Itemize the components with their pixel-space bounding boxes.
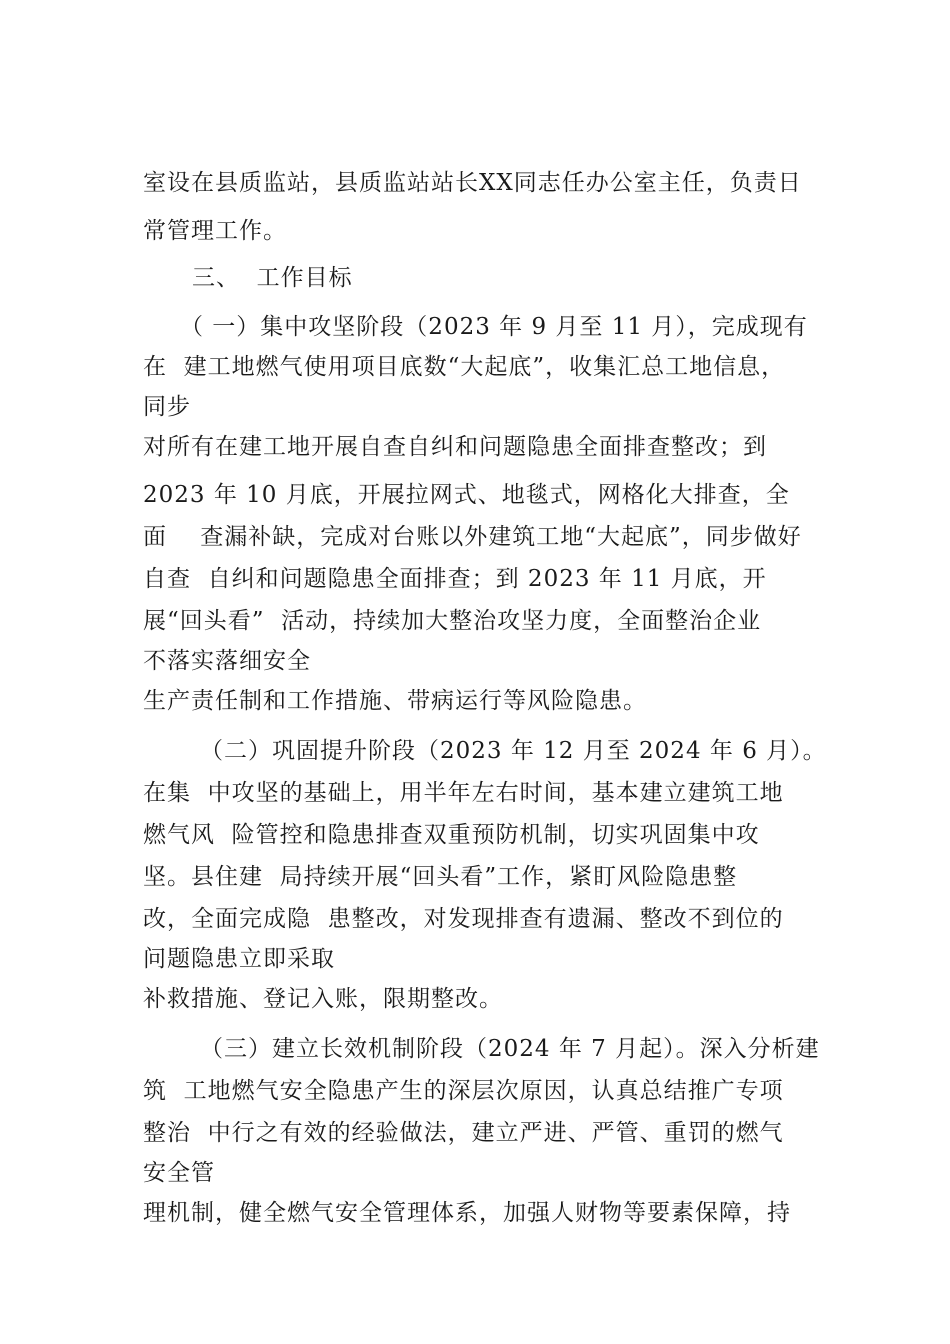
text-line: 在集 中攻坚的基础上，用半年左右时间，基本建立建筑工地 bbox=[143, 780, 784, 806]
text-line: （三）建立长效机制阶段（2024 年 7 月起）。深入分析建 bbox=[200, 1036, 820, 1062]
text-line: （ 一）集中攻坚阶段（2023 年 9 月至 11 月），完成现有 bbox=[180, 314, 808, 340]
text-line: 不落实落细安全 bbox=[143, 648, 311, 674]
text-line: 问题隐患立即采取 bbox=[143, 946, 335, 972]
text-line: 坚。县住建 局持续开展“回头看”工作，紧盯风险隐患整 bbox=[143, 864, 738, 890]
text-line: 面 查漏补缺，完成对台账以外建筑工地“大起底”，同步做好 bbox=[143, 524, 802, 550]
section-heading: 三、 工作目标 bbox=[192, 265, 353, 291]
text-line: 同步 bbox=[143, 394, 191, 420]
text-line: （二）巩固提升阶段（2023 年 12 月至 2024 年 6 月）。 bbox=[200, 738, 827, 764]
text-line: 在 建工地燃气使用项目底数“大起底”，收集汇总工地信息， bbox=[143, 354, 786, 380]
text-line: 补救措施、登记入账，限期整改。 bbox=[143, 986, 503, 1012]
text-line: 2023 年 10 月底，开展拉网式、地毯式，网格化大排查，全 bbox=[143, 482, 790, 508]
text-line: 室设在县质监站，县质监站站长XX同志任办公室主任，负责日 bbox=[143, 170, 802, 196]
text-line: 自查 自纠和问题隐患全面排查；到 2023 年 11 月底，开 bbox=[143, 566, 767, 592]
text-line: 筑 工地燃气安全隐患产生的深层次原因，认真总结推广专项 bbox=[143, 1078, 784, 1104]
text-line: 展“回头看” 活动，持续加大整治攻坚力度，全面整治企业 bbox=[143, 608, 762, 634]
text-line: 常管理工作。 bbox=[143, 218, 287, 244]
text-line: 理机制，健全燃气安全管理体系，加强人财物等要素保障，持 bbox=[143, 1200, 791, 1226]
text-line: 安全管 bbox=[143, 1160, 215, 1186]
text-line: 燃气风 险管控和隐患排查双重预防机制，切实巩固集中攻 bbox=[143, 822, 760, 848]
text-line: 整治 中行之有效的经验做法，建立严进、严管、重罚的燃气 bbox=[143, 1120, 784, 1146]
text-line: 对所有在建工地开展自查自纠和问题隐患全面排查整改；到 bbox=[143, 434, 767, 460]
text-line: 生产责任制和工作措施、带病运行等风险隐患。 bbox=[143, 688, 647, 714]
text-line: 改，全面完成隐 患整改，对发现排查有遗漏、整改不到位的 bbox=[143, 906, 784, 932]
